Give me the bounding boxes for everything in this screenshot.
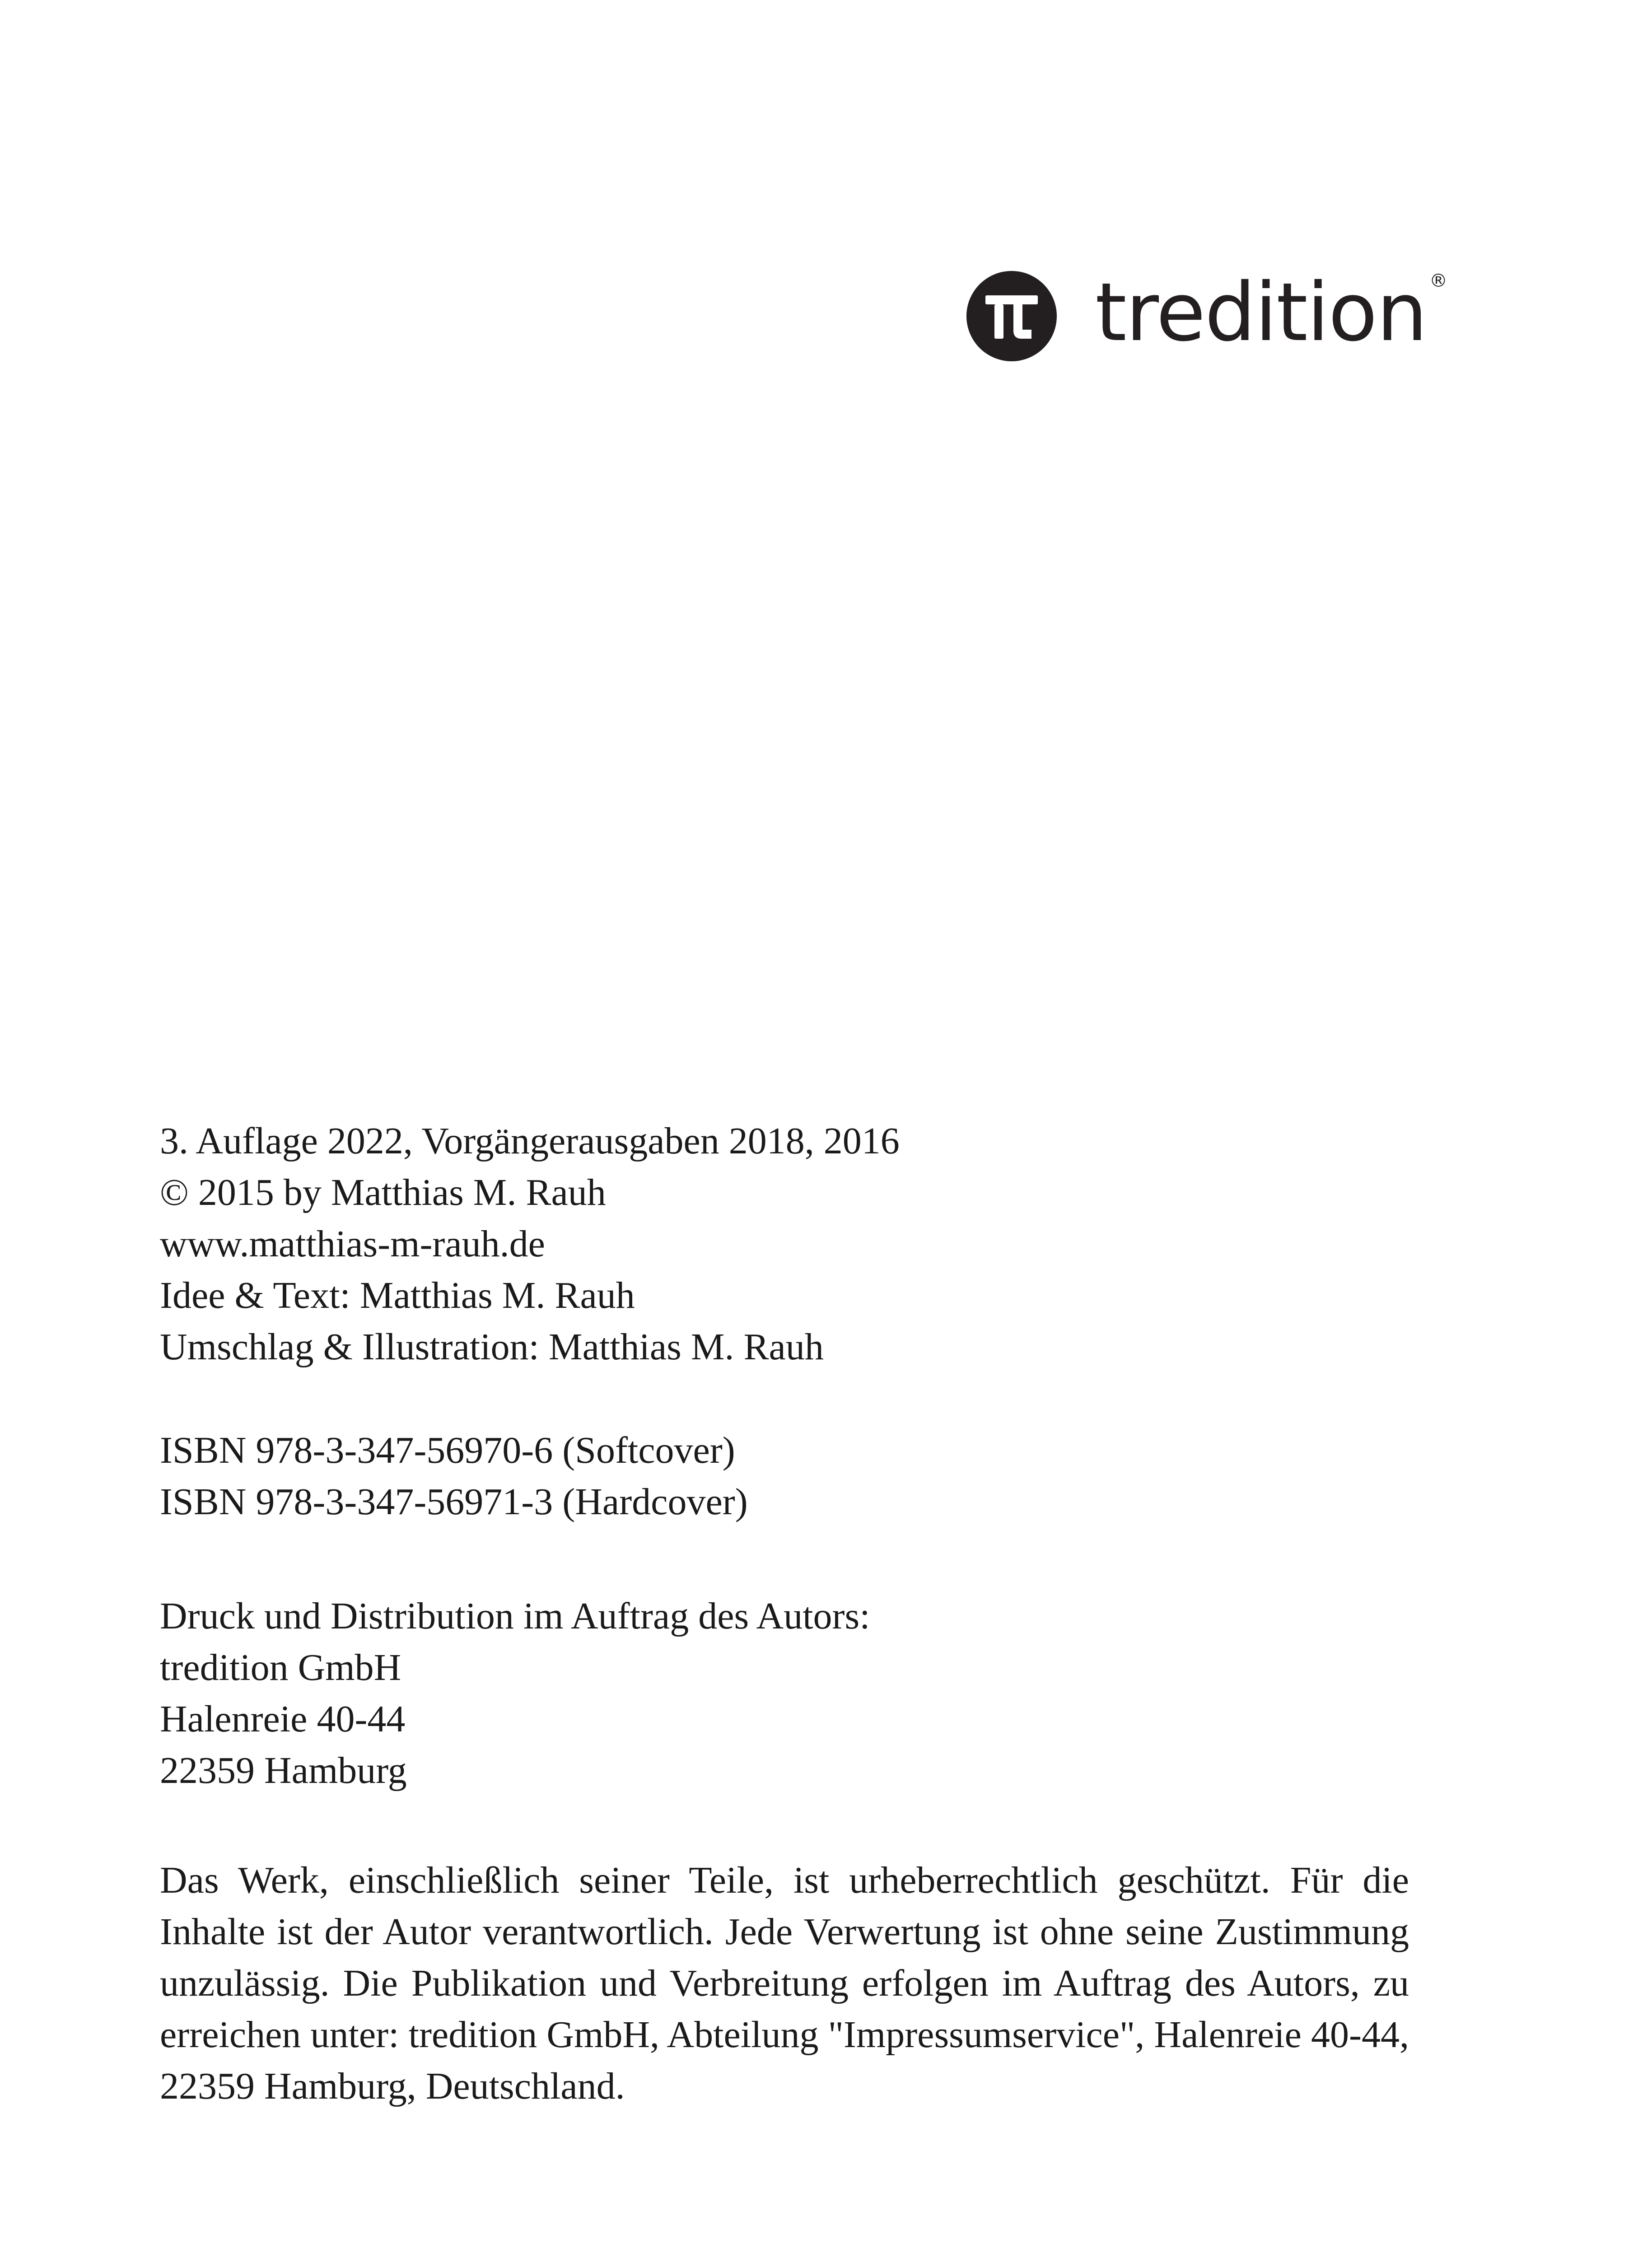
idea-text-line: Idee & Text: Matthias M. Rauh — [160, 1274, 635, 1316]
website-line: www.matthias-m-rauh.de — [160, 1223, 545, 1265]
publisher-name: tredition GmbH — [160, 1647, 401, 1689]
isbn-hardcover: ISBN 978-3-347-56971-3 (Hardcover) — [160, 1481, 748, 1523]
imprint-block — [160, 1591, 1409, 1796]
logo-wordmark: tredition — [1095, 266, 1427, 359]
isbn-block — [160, 1425, 1409, 1528]
edition-line: 3. Auflage 2022, Vorgängerausgaben 2018, 2016 — [160, 1120, 900, 1162]
copyright-line: © 2015 by Matthias M. Rauh — [160, 1171, 606, 1213]
publisher-city: 22359 Hamburg — [160, 1749, 407, 1791]
publisher-street: Halenreie 40-44 — [160, 1698, 406, 1740]
print-distribution-line: Druck und Distribution im Auftrag des Autors: — [160, 1595, 870, 1637]
publisher-logo — [966, 266, 1447, 361]
registered-mark: ® — [1429, 271, 1447, 291]
credits-block — [160, 1115, 1409, 1373]
isbn-softcover: ISBN 978-3-347-56970-6 (Softcover) — [160, 1429, 735, 1471]
tredition-logo-icon — [966, 271, 1057, 361]
legal-notice: Das Werk, einschließlich seiner Teile, ist urheberrechtlich geschützt. Für die Inhalte ist der Autor verantwortlich. Jede Verwertung ist ohne seine Zustimmung unzulässig. Die Publikation und Verbreitung erfolgen im Auftrag des Autors, zu erreichen unter: tredition GmbH, Abteilung "Impressumservice", Halenreie 40-44, 22359 Hamburg, Deutschland. — [160, 1859, 1409, 2107]
cover-illustration-line: Umschlag & Illustration: Matthias M. Rauh — [160, 1326, 824, 1368]
